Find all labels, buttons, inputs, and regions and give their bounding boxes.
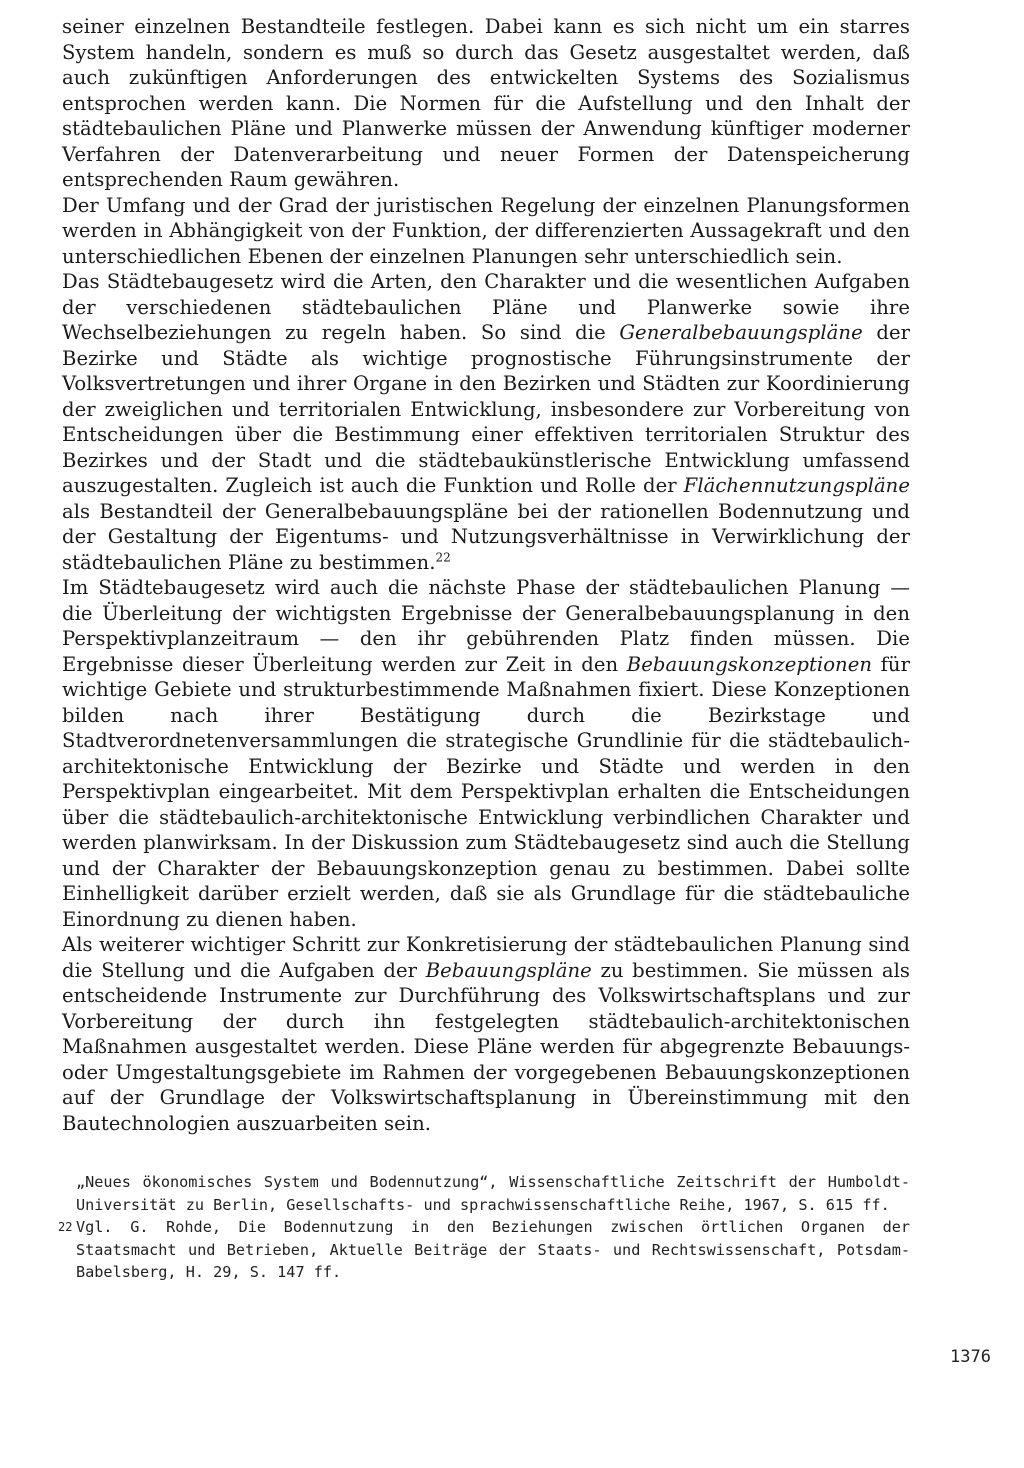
footnote-text: Vgl. G. Rohde, Die Bodennutzung in den Beziehungen zwischen örtlichen Organen der Staatsmacht und Betrieben, Aktuelle Beiträge der Staats- und Rechtswissenschaft, Potsdam-Babelsberg, H. 29, S. 147 ff. bbox=[76, 1218, 910, 1281]
paragraph-text: Das Städtebaugesetz wird die Arten, den Charakter und die wesentlichen Aufgaben der verschiedenen städtebaulichen Pläne und Planwerke sowie ihre Wechselbeziehungen zu regeln haben. So sind die bbox=[62, 270, 910, 344]
emphasized-term: Bebauungskonzeptionen bbox=[626, 652, 873, 676]
paragraph-text: für wichtige Gebiete und strukturbestimmende Maßnahmen fixiert. Diese Konzeptionen bilden nach ihrer Bestätigung durch die Bezirkstage und Stadtverordnetenversammlungen die strategische Grundlinie für die städtebaulich-architektonische Entwicklung der Bezirke und Städte und werden in den Perspektivplan eingearbeitet. Mit dem Perspektivplan erhalten die Entscheidungen über die städtebaulich-architektonische Entwicklung verbindlichen Charakter und werden planwirksam. In der Diskussion zum Städtebaugesetz sind auch die Stellung und der Charakter der Bebauungskonzeption genau zu bestimmen. Dabei sollte Einhelligkeit darüber erzielt werden, daß sie als Grundlage für die städtebauliche Einordnung zu dienen haben. bbox=[62, 652, 910, 931]
paragraph bbox=[62, 269, 910, 575]
paragraph-text: zu bestimmen. Sie müssen als entscheidende Instrumente zur Durchführung des Volkswirtschaftsplans und zur Vorbereitung der durch ihn festgelegten städtebaulich-architektonischen Maßnahmen ausgestaltet werden. Diese Pläne werden für abgegrenzte Bebauungs- oder Umgestaltungsgebiete im Rahmen der vorgegebenen Bebauungskonzeptionen auf der Grundlage der Volkswirtschaftsplanung in Übereinstimmung mit den Bautechnologien auszuarbeiten sein. bbox=[62, 958, 910, 1135]
footnote-continued bbox=[62, 1171, 910, 1216]
paragraph-text: der Bezirke und Städte als wichtige prognostische Führungsinstrumente der Volksvertretungen und ihrer Organe in den Bezirken und Städten zur Koordinierung der zweiglichen und territorialen Entwicklung, insbesondere zur Vorbereitung von Entscheidungen über die Bestimmung einer effektiven territorialen Struktur des Bezirkes und der Stadt und die städtebaukünstlerische Entwicklung umfassend auszugestalten. Zugleich ist auch die Funktion und Rolle der bbox=[62, 321, 911, 497]
emphasized-term: Generalbebauungspläne bbox=[619, 321, 863, 344]
paragraph bbox=[62, 14, 910, 193]
footnote-continued-text: „Neues ökonomisches System und Bodennutzung“, Wissenschaftliche Zeitschrift der Humboldt-Universität zu Berlin, Gesellschafts- und sprachwissenschaftliche Reihe, 1967, S. 615 ff. bbox=[76, 1173, 910, 1214]
emphasized-term: Flächennutzungspläne bbox=[683, 474, 910, 497]
footnote-number: 22 bbox=[58, 1220, 73, 1234]
paragraph-text: als Bestandteil der Generalbebauungspläne bei der rationellen Bodennutzung und der Gestaltung der Eigentums- und Nutzungsverhältnisse in Verwirklichung der städtebaulichen Pläne zu bestimmen. bbox=[62, 499, 910, 574]
paragraph-text: Als weiterer wichtiger Schritt zur Konkretisierung der städtebaulichen Planung sind die Stellung und die Aufgaben der bbox=[62, 933, 910, 982]
paragraph bbox=[62, 575, 910, 932]
footnote-22 bbox=[58, 1216, 910, 1284]
body-text bbox=[62, 14, 910, 1136]
paragraph bbox=[62, 932, 910, 1136]
document-page bbox=[58, 14, 911, 1284]
paragraph-text: Der Umfang und der Grad der juristischen Regelung der einzelnen Planungsformen werden in Abhängigkeit von der Funktion, der differenzierten Aussagekraft und den unterschiedlichen Ebenen der einzelnen Planungen sehr unterschiedlich sein. bbox=[62, 193, 910, 268]
paragraph-text: Im Städtebaugesetz wird auch die nächste Phase der städtebaulichen Planung — die Überleitung der wichtigsten Ergebnisse der Generalbebauungsplanung in den Perspektivplanzeitraum — den ihr gebührenden Platz finden müssen. Die Ergebnisse dieser Überleitung werden zur Zeit in den bbox=[62, 576, 910, 676]
footnote-reference: 22 bbox=[435, 549, 451, 564]
paragraph bbox=[62, 193, 910, 270]
footnotes bbox=[58, 1171, 910, 1284]
page-number: 1376 bbox=[950, 1347, 991, 1367]
paragraph-text: seiner einzelnen Bestandteile festlegen. Dabei kann es sich nicht um ein starres System handeln, sondern es muß so durch das Gesetz ausgestaltet werden, daß auch zukünftigen Anforderungen des entwickelten Systems des Sozialismus entsprochen werden kann. Die Normen für die Aufstellung und den Inhalt der städtebaulichen Pläne und Planwerke müssen der Anwendung künftiger moderner Verfahren der Datenverarbeitung und neuer Formen der Datenspeicherung entsprechenden Raum gewähren. bbox=[62, 15, 910, 191]
emphasized-term: Bebauungspläne bbox=[425, 958, 592, 982]
